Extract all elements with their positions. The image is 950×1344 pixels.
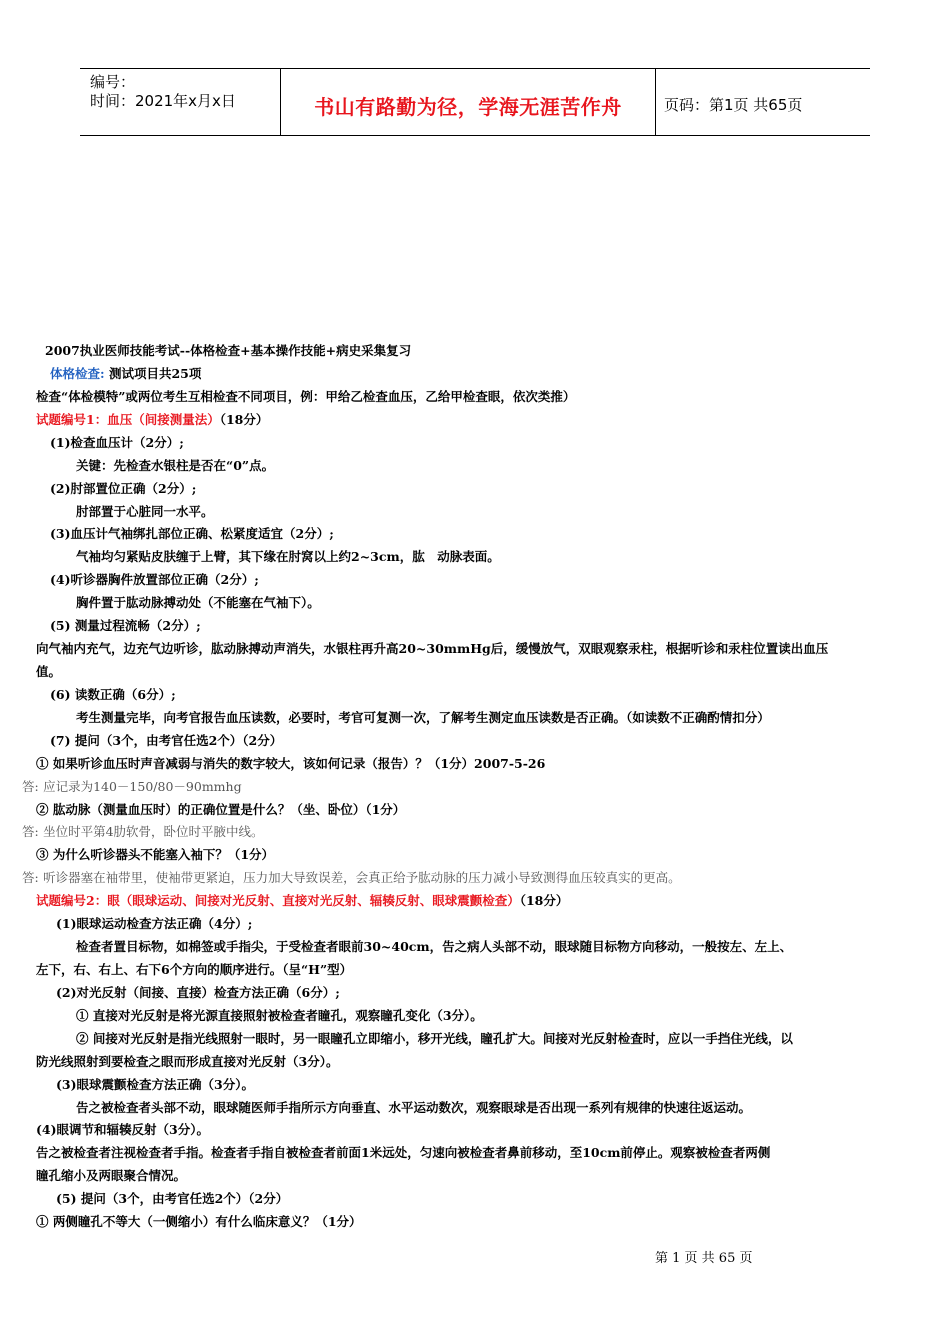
q1-answer-1 [22,778,242,796]
q2-step-2-a: ① 直接对光反射是将光源直接照射被检查者瞳孔，观察瞳孔变化（3分）。 [76,1008,483,1023]
q1-score: （18分） [219,412,269,427]
header-date: 时间：2021年x月x日 [90,92,236,110]
q1-step-1: (1)检查血压计（2分）; [50,435,184,450]
doc-title: 2007执业医师技能考试--体格检查+基本操作技能+病史采集复习 [45,343,412,358]
q2-step-2-c: 防光线照射到要检查之眼而形成直接对光反射（3分）。 [36,1054,339,1069]
q2-step-4-note-a: 告之被检查者注视检查者手指。检查者手指自被检查者前面1米远处，匀速向被检查者鼻前移动，至10cm前停止。观察被检查者两侧 [36,1145,771,1160]
answer-text: 应记录为140－150/80－90mmhg [43,779,242,794]
q2-step-4: (4)眼调节和辐辏反射（3分）。 [36,1122,209,1137]
section-label: 体格检查: [50,366,105,381]
q1-step-1-note: 关键：先检查水银柱是否在“0”点。 [76,458,275,473]
answer-text: 坐位时平第4肋软骨，卧位时平腋中线。 [43,824,264,839]
q1-step-5-note-b: 值。 [36,664,62,679]
q2-score: （18分） [519,893,569,908]
q1-heading [36,411,268,429]
footer-page-number: 第 1 页 共 65 页 [655,1251,753,1266]
q1-step-2-note: 肘部置于心脏同一水平。 [76,504,214,519]
q2-step-2: (2)对光反射（间接、直接）检查方法正确（6分）; [56,985,340,1000]
q2-step-1: (1)眼球运动检查方法正确（4分）; [56,916,253,931]
q2-step-1-note-b: 左下，右、右上、右下6个方向的顺序进行。（呈“H”型） [36,962,353,977]
q2-step-4-note-b: 瞳孔缩小及两眼聚合情况。 [36,1168,187,1183]
q2-heading [36,892,568,910]
q1-step-6: (6) 读数正确（6分）; [50,687,176,702]
q2-title: 试题编号2：眼（眼球运动、间接对光反射、直接对光反射、辐辏反射、眼球震颤检查） [36,893,520,908]
q1-step-5: (5) 测量过程流畅（2分）; [50,618,201,633]
q2-question-1: ① 两侧瞳孔不等大（一侧缩小）有什么临床意义？（1分） [36,1214,362,1229]
header-rule-top [80,68,870,69]
q1-step-4: (4)听诊器胸件放置部位正确（2分）; [50,572,259,587]
header-slogan: 书山有路勤为径，学海无涯苦作舟 [314,95,622,119]
q1-step-3-note: 气袖均匀紧贴皮肤缠于上臂，其下缘在肘窝以上约2~3cm，肱 动脉表面。 [76,549,500,564]
header-page-number: 页码：第1页 共65页 [664,96,803,114]
q1-step-4-note: 胸件置于肱动脉搏动处（不能塞在气袖下）。 [76,595,320,610]
header-number-label: 编号： [90,73,136,91]
q2-step-2-b: ② 间接对光反射是指光线照射一眼时，另一眼瞳孔立即缩小，移开光线，瞳孔扩大。间接对光反射检查时，应以一手挡住光线，以 [76,1031,793,1046]
q1-step-6-note: 考生测量完毕，向考官报告血压读数，必要时，考官可复测一次，了解考生测定血压读数是否正确。（如读数不正确酌情扣分） [76,710,770,725]
q1-answer-2 [22,823,264,841]
q1-step-5-note-a: 向气袖内充气，边充气边听诊，肱动脉搏动声消失，水银柱再升高20~30mmHg后，缓慢放气，双眼观察汞柱，根据听诊和汞柱位置读出血压 [36,641,829,656]
q1-question-3: ③ 为什么听诊器头不能塞入袖下？（1分） [36,847,275,862]
q2-step-3: (3)眼球震颤检查方法正确（3分）。 [56,1077,254,1092]
q1-title: 试题编号1：血压（间接测量法） [36,412,220,427]
intro-text: 检查“体检模特”或两位考生互相检查不同项目，例：甲给乙检查血压，乙给甲检查眼，依次类推） [36,389,576,404]
answer-text: 听诊器塞在袖带里，使袖带更紧迫，压力加大导致误差，会真正给予肱动脉的压力减小导致测得血压较真实的更高。 [43,870,681,885]
header-divider-right [655,68,656,135]
q1-question-1: ① 如果听诊血压时声音减弱与消失的数字较大，该如何记录（报告）？（1分）2007-5-26 [36,756,546,771]
section-text: 测试项目共25项 [108,366,202,381]
answer-label: 答: [22,779,39,794]
answer-label: 答: [22,870,39,885]
q1-step-3: (3)血压计气袖绑扎部位正确、松紧度适宜（2分）; [50,526,334,541]
q1-question-2: ② 肱动脉（测量血压时）的正确位置是什么？（坐、卧位）（1分） [36,802,406,817]
q2-step-5: (5) 提问（3个，由考官任选2个）（2分） [56,1191,289,1206]
q1-step-2: (2)肘部置位正确（2分）; [50,481,197,496]
q2-step-3-note: 告之被检查者头部不动，眼球随医师手指所示方向垂直、水平运动数次，观察眼球是否出现一系列有规律的快速往返运动。 [76,1100,752,1115]
q1-answer-3 [22,869,681,887]
header-rule-bottom [80,135,870,136]
q1-step-7: (7) 提问（3个，由考官任选2个）（2分） [50,733,283,748]
answer-label: 答: [22,824,39,839]
section-heading [50,365,201,383]
q2-step-1-note-a: 检查者置目标物，如棉签或手指尖，于受检查者眼前30~40cm，告之病人头部不动，眼球随目标物方向移动，一般按左、左上、 [76,939,793,954]
